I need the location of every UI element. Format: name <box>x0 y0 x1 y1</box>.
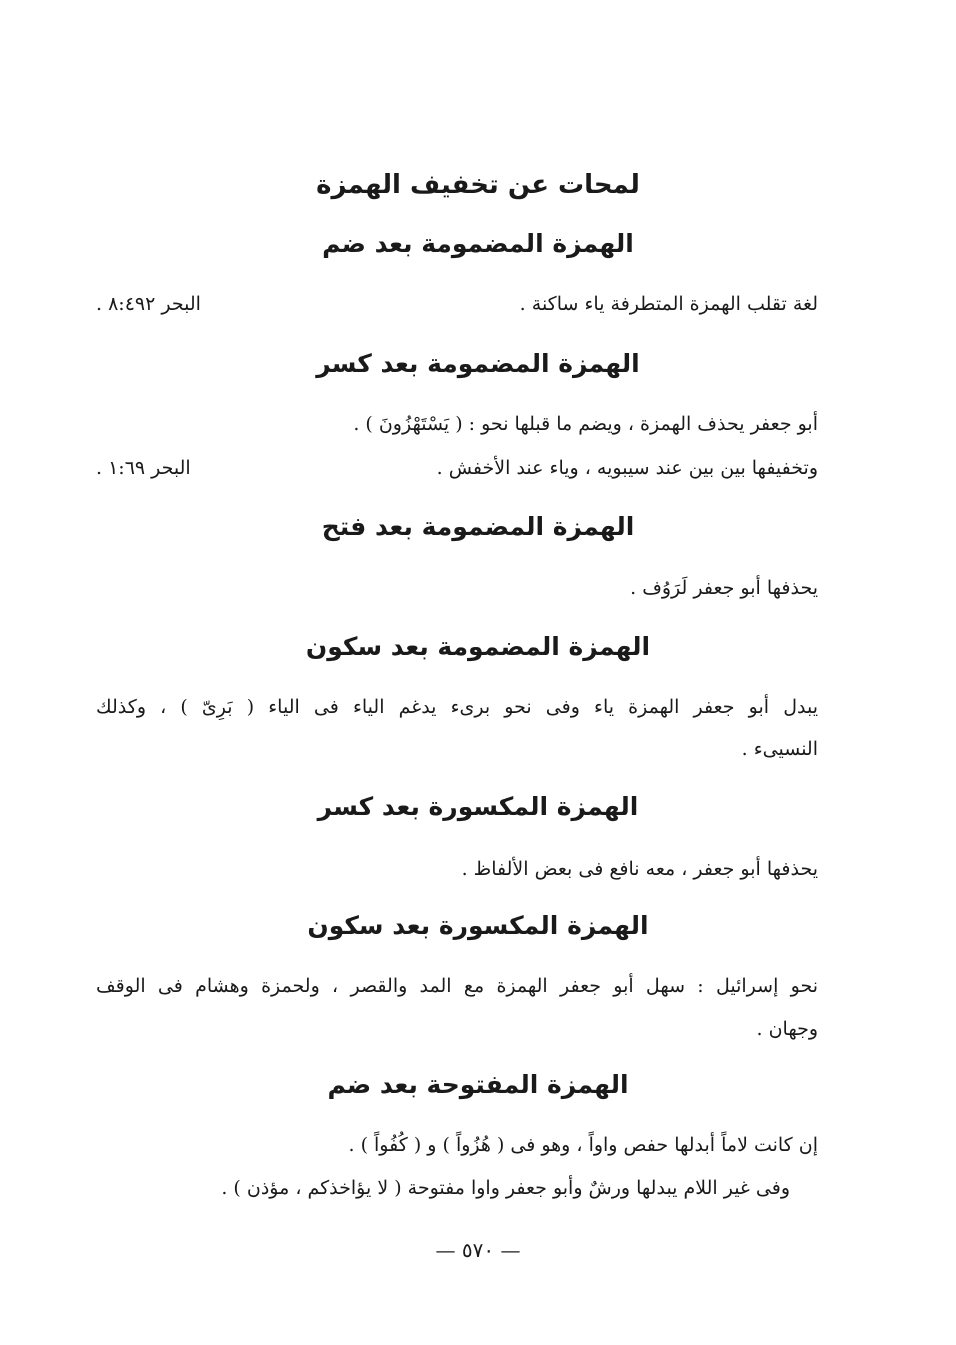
section-text-line: النسيىء . <box>741 738 818 760</box>
section-text-line: إن كانت لاماً أبدلها حفص واواً ، وهو فى ( هُزُواً ) و ( كُفُواً ) . <box>348 1134 818 1156</box>
section-text-line: يبدل أبو جعفر الهمزة ياء وفى نحو برىء يدغم الياء فى الياء ( بَرِىّ ) ، وكذلك <box>96 696 818 718</box>
section-heading: الهمزة المضمومة بعد فتح <box>321 512 635 541</box>
source-reference: البحر ٨:٤٩٢ . <box>96 293 201 315</box>
section-heading: الهمزة المكسورة بعد سكون <box>307 911 649 940</box>
section-text-line: يحذفها أبو جعفر لَرَوُف . <box>630 577 818 599</box>
section-heading: الهمزة المضمومة بعد ضم <box>322 229 634 258</box>
page-number: — ٥٧٠ — <box>435 1238 521 1262</box>
section-text-line: أبو جعفر يحذف الهمزة ، ويضم ما قبلها نحو : ( يَسْتَهْزُونَ ) . <box>353 413 818 435</box>
source-reference: البحر ١:٦٩ . <box>96 457 191 479</box>
section-text-line: نحو إسرائيل : سهل أبو جعفر الهمزة مع المد والقصر ، ولحمزة وهشام فى الوقف <box>96 975 818 997</box>
section-heading: الهمزة المكسورة بعد كسر <box>317 792 639 821</box>
section-text-line: يحذفها أبو جعفر ، معه نافع فى بعض الألفاظ . <box>461 858 818 880</box>
section-text-line: وتخفيفها بين بين عند سيبويه ، وياء عند الأخفش . <box>436 457 818 479</box>
page-title: لمحات عن تخفيف الهمزة <box>316 170 640 200</box>
section-text-line: وفى غير اللام يبدلها ورشٌ وأبو جعفر واوا مفتوحة ( لا يؤاخذكم ، مؤذن ) . <box>221 1177 790 1199</box>
section-heading: الهمزة المضمومة بعد كسر <box>316 349 640 378</box>
section-text-line: لغة تقلب الهمزة المتطرفة ياء ساكنة . <box>519 293 818 315</box>
section-text-line: وجهان . <box>756 1018 818 1040</box>
section-heading: الهمزة المضمومة بعد سكون <box>305 632 651 661</box>
section-heading: الهمزة المفتوحة بعد ضم <box>327 1070 629 1099</box>
